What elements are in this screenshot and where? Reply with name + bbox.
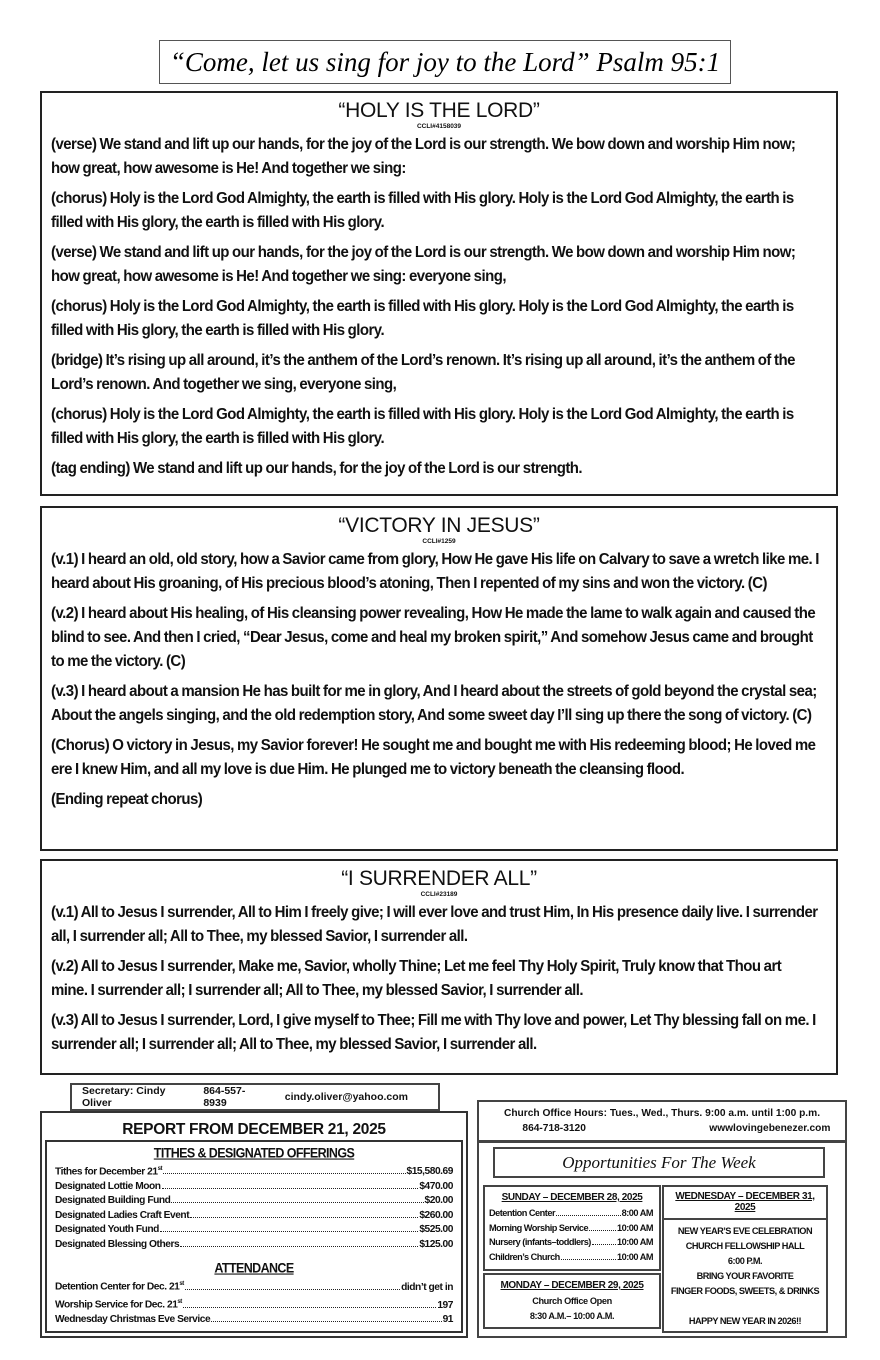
offering-row-label: Designated Building Fund [55,1195,171,1207]
song-i-surrender-all [40,859,838,1075]
wednesday-schedule [662,1185,828,1333]
lyric-stanza: (v.3) All to Jesus I surrender, Lord, I give myself to Thee; Fill me with Thy love and power, Let Thy blessing fall on me. I surrender all; I surrender all; All to Thee, my blessed Savior, I surrender all. [51,1012,816,1053]
dotted-leader [589,1230,616,1231]
lyric-stanza: (Ending repeat chorus) [51,791,203,808]
offering-row-value: $260.00 [419,1209,453,1221]
attendance-row-label: Worship Service for Dec. 21st [55,1299,182,1311]
ccli-number: CCLI#23189 [420,891,458,898]
attendance-row-value: 91 [442,1314,453,1326]
dotted-leader [162,1188,419,1189]
report-body [45,1140,463,1333]
offerings-heading: TITHES & DESIGNATED OFFERINGS [153,1145,355,1161]
attendance-row [55,1313,453,1328]
sunday-item [485,1206,659,1221]
opportunities-title: Opportunities For The Week [493,1147,825,1178]
offering-row-value: $15,580.69 [406,1166,453,1178]
dotted-leader [185,1289,400,1290]
wednesday-line: FINGER FOODS, SWEETS, & DRINKS [670,1286,820,1296]
offering-row-label: Designated Blessing Others [55,1238,180,1250]
lyric-stanza: (chorus) Holy is the Lord God Almighty, the earth is filled with His glory. Holy is the Lord God Almighty, the earth is filled with His glory, the earth is filled with His glory. [51,190,794,231]
lyric-stanza: (chorus) Holy is the Lord God Almighty, the earth is filled with His glory. Holy is the Lord God Almighty, the earth is filled with His glory, the earth is filled with His glory. [51,406,794,447]
attendance-heading: ATTENDANCE [214,1260,294,1277]
dotted-leader [211,1321,441,1322]
sunday-item [485,1250,659,1265]
dotted-leader [171,1202,423,1203]
wednesday-line [664,1299,826,1314]
offering-row-label: Designated Youth Fund [55,1224,159,1236]
wednesday-line: NEW YEAR’S EVE CELEBRATION [677,1226,813,1236]
attendance-list [55,1277,453,1327]
sunday-item-label: Nursery (infants–toddlers) [489,1237,591,1247]
sunday-schedule [483,1185,661,1271]
sunday-item-label: Children’s Church [489,1251,560,1262]
lyric-stanza: (chorus) Holy is the Lord God Almighty, the earth is filled with His glory. Holy is the Lord God Almighty, the earth is filled with His glory, the earth is filled with His glory. [51,298,794,339]
offering-row [55,1223,453,1238]
offering-row [55,1209,453,1224]
attendance-row [55,1277,453,1295]
attendance-row-value: 197 [437,1299,453,1311]
offering-row-label: Designated Lottie Moon [55,1180,161,1192]
offerings-list [55,1162,453,1252]
wednesday-line: BRING YOUR FAVORITE [696,1271,794,1281]
monday-line: 8:30 A.M.– 10:00 A.M. [529,1311,615,1321]
sunday-item [485,1221,659,1236]
sunday-item-value: 10:00 AM [617,1222,653,1233]
dotted-leader [556,1215,621,1216]
psalm-quote: “Come, let us sing for joy to the Lord” Psalm 95:1 [169,46,721,77]
sunday-item-label: Morning Worship Service [489,1222,589,1233]
lyric-stanza: (v.3) I heard about a mansion He has built for me in glory, And I heard about the streets of gold beyond the crystal sea; About the angels singing, and the old redemption story, And some sweet day I’ll sing up there the song of victory. (C) [51,683,817,724]
attendance-row-value: didn’t get in [401,1281,453,1293]
office-hours: Church Office Hours: Tues., Wed., Thurs. 9:00 a.m. until 1:00 p.m. [503,1108,821,1119]
dotted-leader [592,1244,616,1245]
psalm-banner [159,40,731,84]
offering-row [55,1180,453,1195]
secretary-name: Secretary: Cindy Oliver [82,1085,166,1109]
monday-heading: MONDAY – DECEMBER 29, 2025 [500,1280,644,1291]
song-victory-in-jesus [40,506,838,851]
wednesday-details [664,1220,826,1329]
attendance-row [55,1295,453,1313]
dotted-leader [160,1231,418,1232]
monday-schedule [483,1273,661,1329]
secretary-phone: 864-557-8939 [203,1085,246,1109]
lyric-stanza: (Chorus) O victory in Jesus, my Savior forever! He sought me and bought me with His redeeming blood; He loved me ere I knew Him, and all my love is due Him. He plunged me to victory beneath the cleansing flood. [51,737,816,778]
sunday-item-value: 10:00 AM [617,1251,653,1262]
dotted-leader [180,1246,418,1247]
wednesday-line: HAPPY NEW YEAR IN 2026!! [688,1316,802,1326]
offering-row [55,1162,453,1180]
lyric-stanza: (v.1) I heard an old, old story, how a Savior came from glory, How He gave His life on Calvary to save a wretch like me. I heard about His groaning, of His precious blood’s atoning, Then I repented of my sins and won the victory. (C) [51,551,819,592]
attendance-row-label: Wednesday Christmas Eve Service [55,1314,211,1326]
monday-line: Church Office Open [532,1296,612,1306]
ccli-number: CCLI#1259 [422,538,456,545]
opportunities-box [477,1141,847,1338]
lyric-stanza: (verse) We stand and lift up our hands, for the joy of the Lord is our strength. We bow down and worship Him now; how great, how awesome is He! And together we sing: everyone sing, [51,244,796,285]
song-title: “I SURRENDER ALL” [341,867,537,890]
dotted-leader [163,1173,405,1174]
sunday-item-value: 10:00 AM [617,1237,653,1247]
office-phone: 864-718-3120 [522,1123,586,1134]
lyric-stanza: (v.1) All to Jesus I surrender, All to Him I freely give; I will ever love and trust Him, In His presence daily live. I surrender all, I surrender all; All to Thee, my blessed Savior, I surrender all. [51,904,818,945]
offering-row-value: $470.00 [419,1180,453,1192]
secretary-contact [70,1083,440,1111]
offering-row [55,1194,453,1209]
wednesday-line: 6:00 P.M. [727,1256,763,1266]
weekly-report [40,1111,468,1338]
offering-row-label: Tithes for December 21st [55,1166,163,1178]
sunday-heading: SUNDAY – DECEMBER 28, 2025 [501,1192,643,1203]
offering-row-value: $125.00 [419,1238,453,1250]
office-hours-box [477,1100,847,1142]
wednesday-heading: WEDNESDAY – DECEMBER 31, 2025 [664,1187,826,1220]
church-website[interactable]: wwwlovingebenezer.com [709,1123,831,1134]
sunday-item-label: Detention Center [489,1208,556,1218]
dotted-leader [183,1307,436,1308]
sunday-item [485,1235,659,1250]
offering-row-value: $20.00 [424,1195,453,1207]
song-title: “HOLY IS THE LORD” [338,99,540,122]
lyric-stanza: (bridge) It’s rising up all around, it’s the anthem of the Lord’s renown. It’s rising up all around, it’s the anthem of the Lord’s renown. And together we sing, everyone sing, [51,352,795,393]
dotted-leader [190,1217,418,1218]
sunday-item-value: 8:00 AM [621,1208,653,1218]
lyric-stanza: (verse) We stand and lift up our hands, for the joy of the Lord is our strength. We bow down and worship Him now; how great, how awesome is He! And together we sing: [51,136,796,177]
offering-row-label: Designated Ladies Craft Event [55,1209,190,1221]
attendance-row-label: Detention Center for Dec. 21st [55,1281,184,1293]
secretary-email[interactable]: cindy.oliver@yahoo.com [284,1091,408,1103]
lyric-stanza: (tag ending) We stand and lift up our hands, for the joy of the Lord is our strength. [51,460,583,477]
sunday-items [485,1206,659,1264]
ccli-number: CCLI#4158039 [416,123,462,130]
report-title: REPORT FROM DECEMBER 21, 2025 [122,1121,386,1138]
song-title: “VICTORY IN JESUS” [338,514,540,537]
dotted-leader [561,1259,616,1260]
lyric-stanza: (v.2) I heard about His healing, of His cleansing power revealing, How He made the lame to walk again and caused the blind to see. And then I cried, “Dear Jesus, come and heal my broken spirit,” And somehow Jesus came and brought to me the victory. (C) [51,605,816,670]
offering-row-value: $525.00 [419,1224,453,1236]
lyric-stanza: (v.2) All to Jesus I surrender, Make me, Savior, wholly Thine; Let me feel Thy Holy Spirit, Truly know that Thou art mine. I surrender all; I surrender all; All to Thee, my blessed Savior, I surrender all. [51,958,782,999]
offering-row [55,1238,453,1253]
wednesday-line: CHURCH FELLOWSHIP HALL [685,1241,805,1251]
song-holy-is-the-lord [40,91,838,496]
